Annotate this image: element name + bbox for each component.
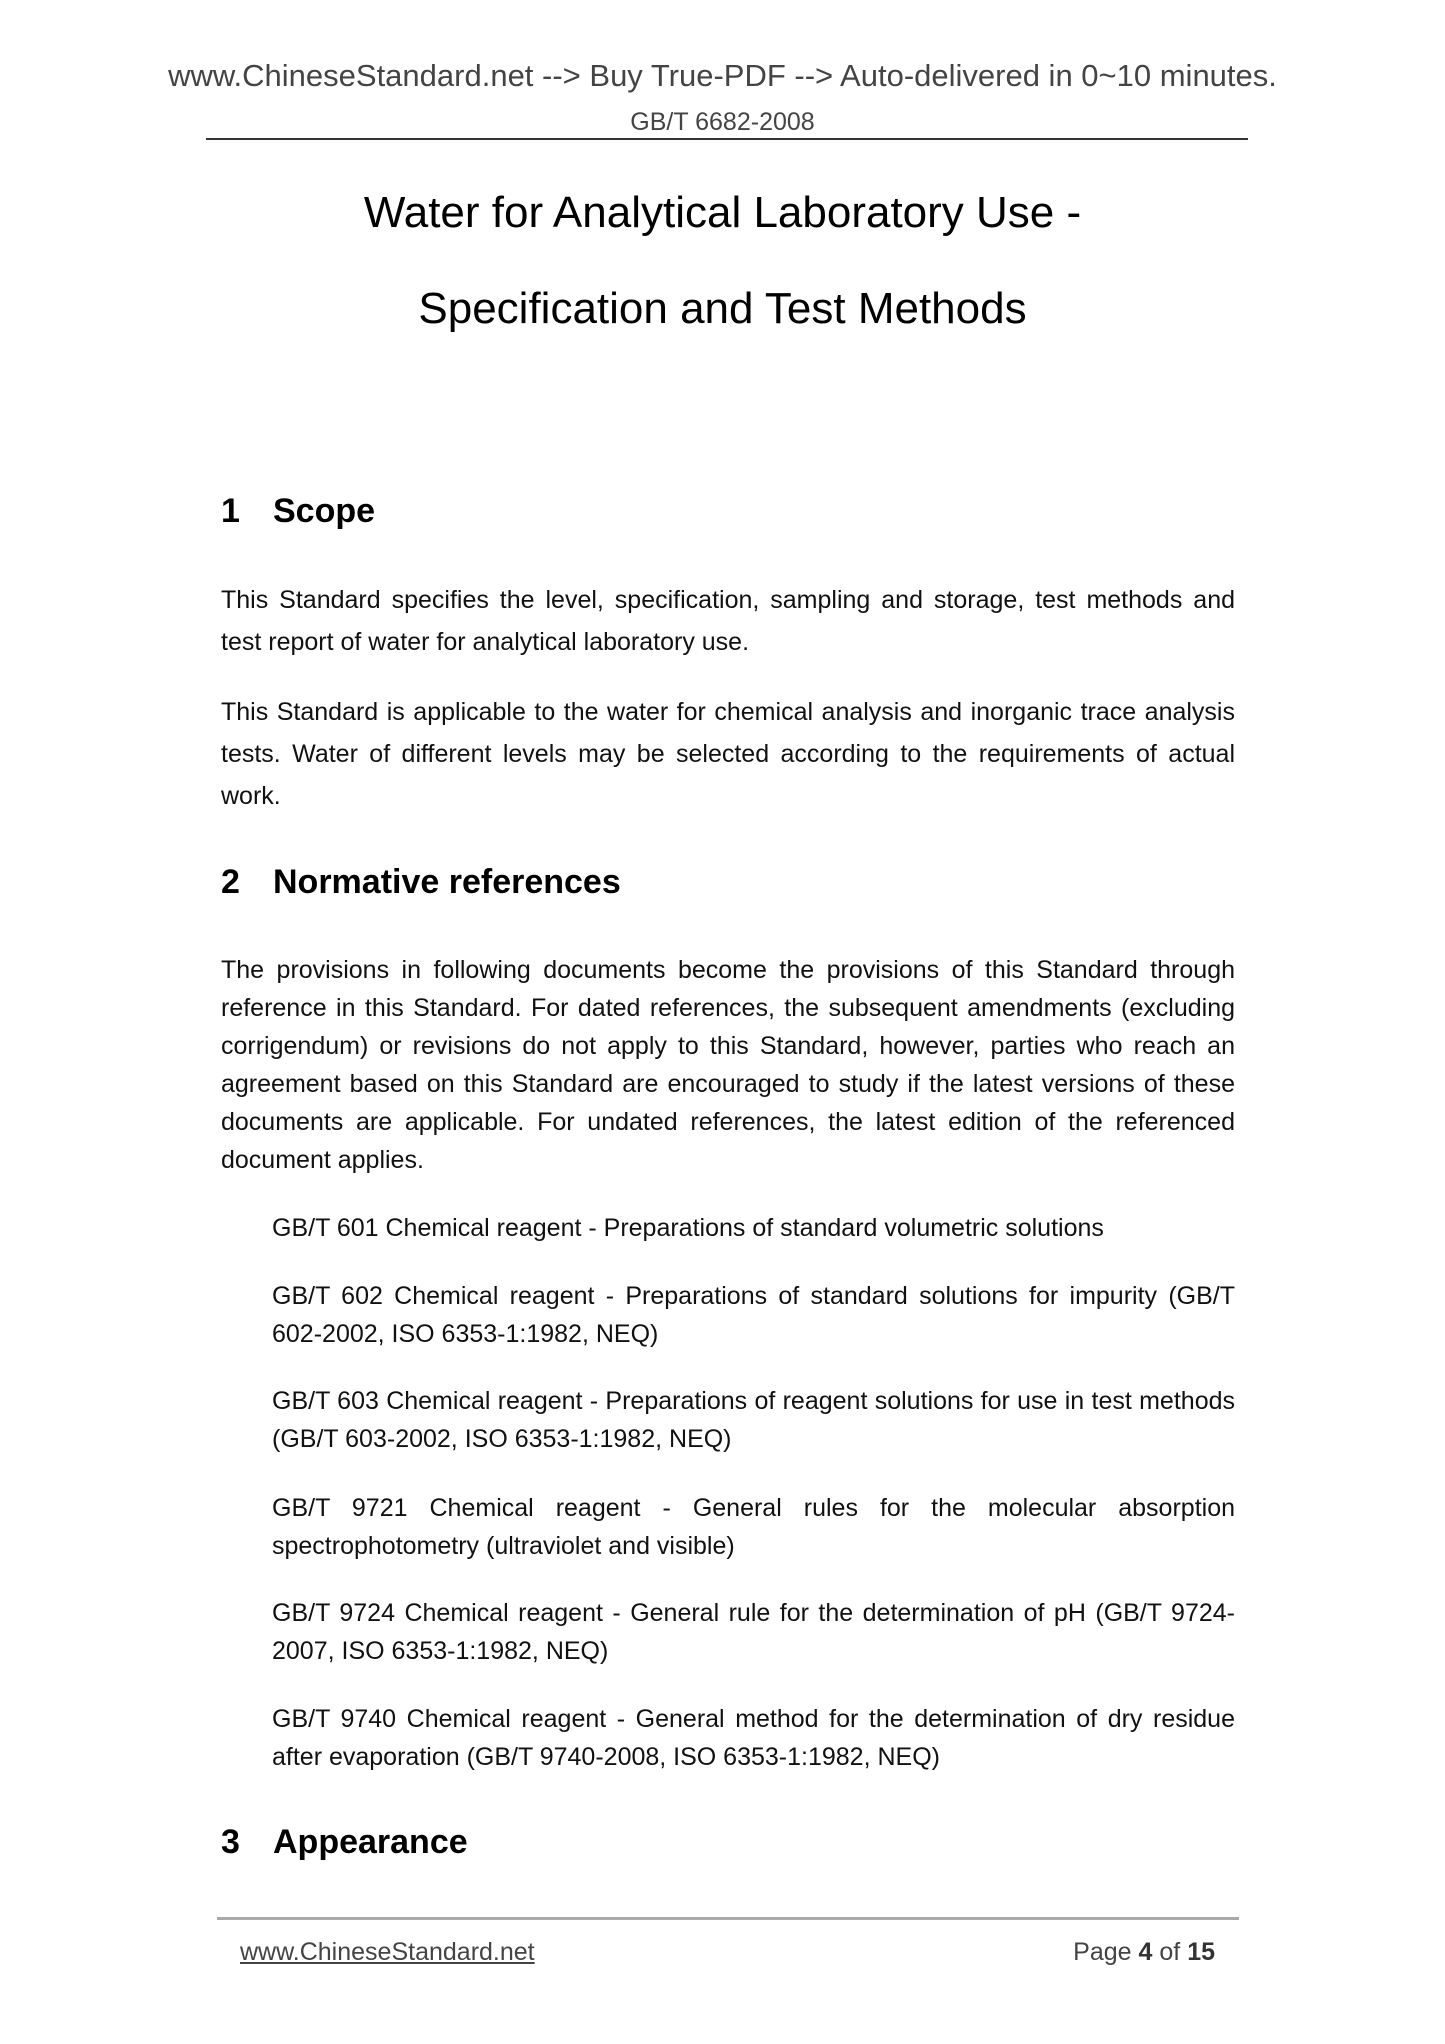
section-heading-scope bbox=[221, 492, 375, 531]
page-indicator bbox=[1073, 1938, 1215, 1967]
section-title: Normative references bbox=[273, 863, 621, 901]
normative-paragraph: The provisions in following documents become the provisions of this Standard through reference in this Standard. For dated references, the subsequent amendments (excluding corrigendum) or revisions do not apply to this Standard, however, parties who reach an agreement based on this Standard are encouraged to study if the latest versions of these documents are applicable. For undated references, the latest edition of the referenced document applies. bbox=[221, 956, 1235, 1174]
section-title: Scope bbox=[273, 492, 376, 530]
reference-item: GB/T 9721 Chemical reagent - General rules for the molecular absorption spectrophotometry (ultraviolet and visible) bbox=[272, 1494, 1235, 1560]
section-heading-normative-references bbox=[221, 863, 621, 902]
reference-item: GB/T 9740 Chemical reagent - General method for the determination of dry residue after evaporation (GB/T 9740-2008, ISO 6353-1:1982, NEQ) bbox=[272, 1705, 1235, 1771]
document-title-line2: Specification and Test Methods bbox=[418, 284, 1027, 333]
section-number: 1 bbox=[221, 492, 240, 530]
page-total: 15 bbox=[1187, 1938, 1215, 1966]
document-title-line1: Water for Analytical Laboratory Use - bbox=[363, 188, 1082, 237]
scope-paragraph-2: This Standard is applicable to the water for chemical analysis and inorganic trace analysis tests. Water of different levels may be selected according to the requirements of actual work. bbox=[221, 698, 1235, 810]
scope-paragraph-1: This Standard specifies the level, specification, sampling and storage, test methods and test report of water for analytical laboratory use. bbox=[221, 586, 1235, 656]
section-heading-appearance bbox=[221, 1823, 468, 1862]
section-number: 3 bbox=[221, 1823, 240, 1861]
page-prefix: Page bbox=[1073, 1938, 1132, 1966]
footer-website-link[interactable]: www.ChineseStandard.net bbox=[240, 1938, 535, 1966]
section-number: 2 bbox=[221, 863, 240, 901]
standard-code: GB/T 6682-2008 bbox=[630, 108, 815, 136]
footer-divider bbox=[217, 1917, 1239, 1920]
reference-item: GB/T 9724 Chemical reagent - General rule for the determination of pH (GB/T 9724-2007, ISO 6353-1:1982, NEQ) bbox=[272, 1599, 1235, 1665]
page-current: 4 bbox=[1138, 1938, 1153, 1966]
page-of: of bbox=[1159, 1938, 1181, 1966]
section-title: Appearance bbox=[273, 1823, 468, 1861]
header-divider bbox=[206, 138, 1248, 140]
reference-item: GB/T 603 Chemical reagent - Preparations of reagent solutions for use in test methods (GB/T 603-2002, ISO 6353-1:1982, NEQ) bbox=[272, 1387, 1235, 1453]
reference-item: GB/T 601 Chemical reagent - Preparations of standard volumetric solutions bbox=[272, 1214, 1104, 1242]
reference-item: GB/T 602 Chemical reagent - Preparations of standard solutions for impurity (GB/T 602-2002, ISO 6353-1:1982, NEQ) bbox=[272, 1282, 1235, 1348]
header-banner: www.ChineseStandard.net --> Buy True-PDF --> Auto-delivered in 0~10 minutes. bbox=[168, 58, 1277, 93]
